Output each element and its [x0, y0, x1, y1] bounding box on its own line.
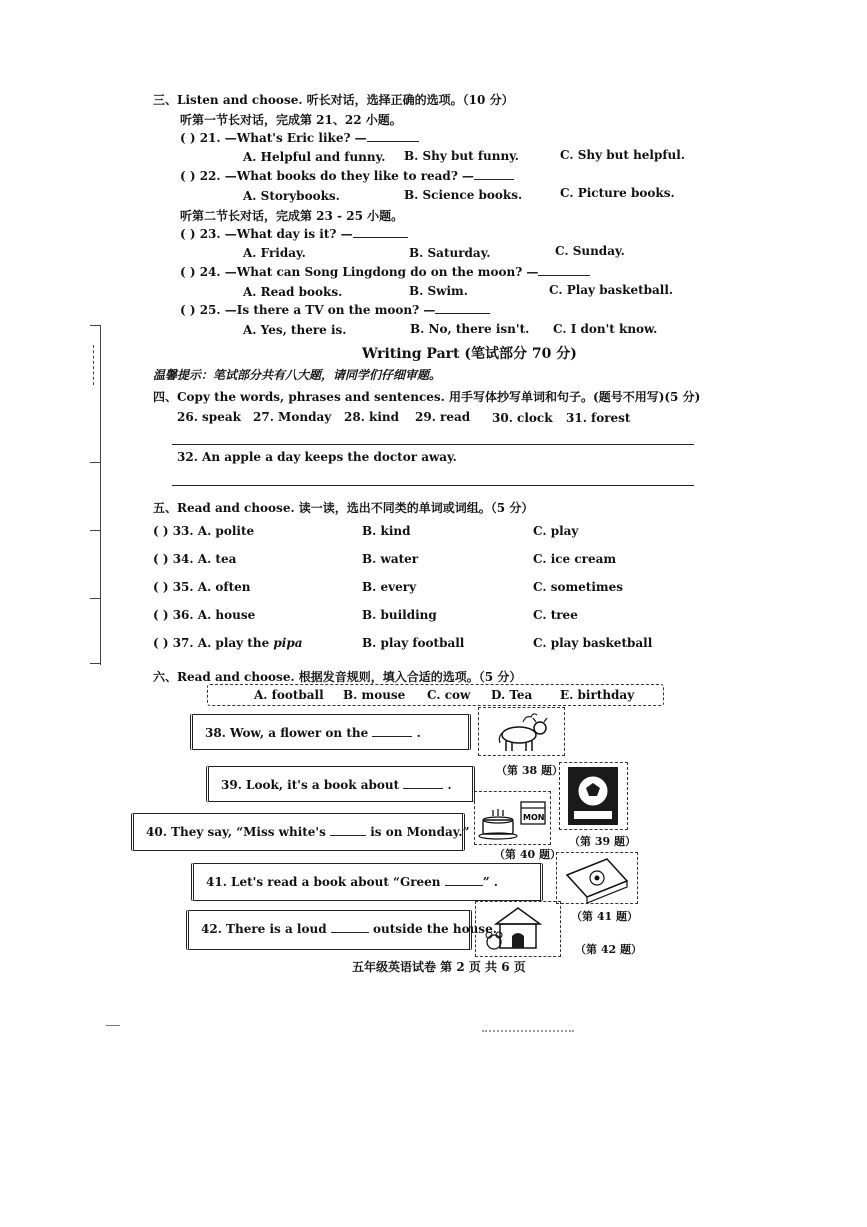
pic-label-40: （第 40 题）: [494, 848, 561, 861]
q21-stem: ( ) 21. —What's Eric like? —: [180, 131, 419, 145]
q42-banner: 42. There is a loud outside the house.: [186, 910, 472, 950]
section4-title: 四、Copy the words, phrases and sentences. 用手写体抄写单词和句子。(题号不用写)(5 分): [153, 390, 701, 404]
pic-label-42: （第 42 题）: [575, 943, 642, 956]
page-footer: 五年级英语试卷 第 2 页 共 6 页: [352, 960, 526, 974]
writing-tip: 温馨提示：笔试部分共有八大题，请同学们仔细审题。: [153, 368, 442, 382]
pic-label-38: （第 38 题）: [496, 764, 563, 777]
section3-sub1: 听第一节长对话，完成第 21、22 小题。: [180, 113, 402, 127]
q36-option-b: B. building: [362, 608, 437, 622]
q34-option-c: C. ice cream: [533, 552, 617, 566]
q25-option-a: A. Yes, there is.: [243, 323, 347, 337]
section6-title: 六、Read and choose. 根据发音规则，填入合适的选项。（5 分）: [153, 670, 522, 684]
copy-word-27: 27. Monday: [253, 410, 332, 424]
cow-picture: [478, 707, 565, 756]
birthday-picture: [474, 791, 551, 845]
q21-option-c: C. Shy but helpful.: [560, 148, 686, 162]
q23-option-c: C. Sunday.: [555, 244, 625, 258]
q37-stem: ( ) 37. A. play the pipa: [153, 636, 303, 650]
q22-stem: ( ) 22. —What books do they like to read? —: [180, 169, 514, 183]
section3-sub2: 听第二节长对话，完成第 23 - 25 小题。: [180, 209, 404, 223]
binding-line: [100, 325, 101, 665]
q35-option-c: C. sometimes: [533, 580, 623, 594]
option-c: C. cow: [427, 688, 471, 702]
option-e: E. birthday: [560, 688, 635, 702]
q39-blank[interactable]: [403, 788, 443, 789]
copy-word-30: 30. clock: [492, 411, 553, 425]
writing-line[interactable]: [172, 485, 694, 486]
binding-tick: [90, 530, 100, 531]
mouse-house-icon: [476, 902, 560, 956]
q24-option-b: B. Swim.: [409, 284, 468, 298]
q24-option-c: C. Play basketball.: [549, 283, 674, 297]
scan-speck: [106, 1025, 120, 1026]
option-a: A. football: [254, 688, 324, 702]
binding-tick: [90, 462, 100, 463]
q23-option-a: A. Friday.: [243, 246, 306, 260]
book-picture: [559, 762, 628, 830]
q22-option-b: B. Science books.: [404, 188, 523, 202]
section3-title: 三、Listen and choose. 听长对话，选择正确的选项。（10 分）: [153, 93, 514, 107]
q34-stem: ( ) 34. A. tea: [153, 552, 237, 566]
tea-box-icon: [557, 853, 637, 903]
q37-option-c: C. play basketball: [533, 636, 653, 650]
q22-option-c: C. Picture books.: [560, 186, 675, 200]
q36-option-c: C. tree: [533, 608, 578, 622]
q38-blank[interactable]: [372, 736, 412, 737]
section5-title: 五、Read and choose. 读一读，选出不同类的单词或词组。（5 分）: [153, 501, 534, 515]
q39-banner: 39. Look, it's a book about .: [206, 766, 475, 802]
writing-line[interactable]: [172, 444, 694, 445]
pic-label-41: （第 41 题）: [571, 910, 638, 923]
binding-tick: [90, 598, 100, 599]
binding-tick: [90, 663, 100, 664]
q33-stem: ( ) 33. A. polite: [153, 524, 255, 538]
q38-banner: 38. Wow, a flower on the .: [190, 714, 471, 750]
q33-option-b: B. kind: [362, 524, 411, 538]
q41-banner: 41. Let's read a book about “Green ” .: [191, 863, 543, 901]
q23-option-b: B. Saturday.: [409, 246, 491, 260]
football-book-icon: [560, 763, 627, 829]
binding-tick: [90, 325, 100, 326]
option-b: B. mouse: [343, 688, 406, 702]
q21-option-a: A. Helpful and funny.: [243, 150, 386, 164]
copy-word-28: 28. kind: [344, 410, 400, 424]
copy-word-29: 29. read: [415, 410, 471, 424]
pic-label-39: （第 39 题）: [569, 835, 636, 848]
scan-speck: [482, 1030, 574, 1032]
q35-stem: ( ) 35. A. often: [153, 580, 251, 594]
q21-option-b: B. Shy but funny.: [404, 149, 519, 163]
q24-option-a: A. Read books.: [243, 285, 343, 299]
svg-text:MON: MON: [523, 813, 545, 822]
q24-stem: ( ) 24. —What can Song Lingdong do on the moon? —: [180, 265, 590, 279]
q41-blank[interactable]: [445, 885, 483, 886]
q35-option-b: B. every: [362, 580, 417, 594]
q25-option-c: C. I don't know.: [553, 322, 658, 336]
cow-icon: [479, 708, 564, 755]
copy-word-31: 31. forest: [566, 411, 631, 425]
q25-option-b: B. No, there isn't.: [410, 322, 530, 336]
copy-sentence-32: 32. An apple a day keeps the doctor away.: [177, 450, 457, 464]
q34-option-b: B. water: [362, 552, 419, 566]
copy-word-26: 26. speak: [177, 410, 241, 424]
q42-blank[interactable]: [331, 932, 369, 933]
q25-stem: ( ) 25. —Is there a TV on the moon? —: [180, 303, 490, 317]
q22-option-a: A. Storybooks.: [243, 189, 340, 203]
birthday-cake-icon: [475, 792, 550, 844]
q36-stem: ( ) 36. A. house: [153, 608, 256, 622]
q40-blank[interactable]: [330, 835, 366, 836]
tea-picture: [556, 852, 638, 904]
binding-dash: [93, 345, 94, 385]
q23-stem: ( ) 23. —What day is it? —: [180, 227, 408, 241]
q33-option-c: C. play: [533, 524, 579, 538]
mouse-picture: [475, 901, 561, 957]
q40-banner: 40. They say, “Miss white's is on Monday.”: [131, 813, 465, 851]
q37-option-b: B. play football: [362, 636, 465, 650]
writing-part-title: Writing Part (笔试部分 70 分): [362, 346, 577, 362]
option-d: D. Tea: [491, 688, 533, 702]
